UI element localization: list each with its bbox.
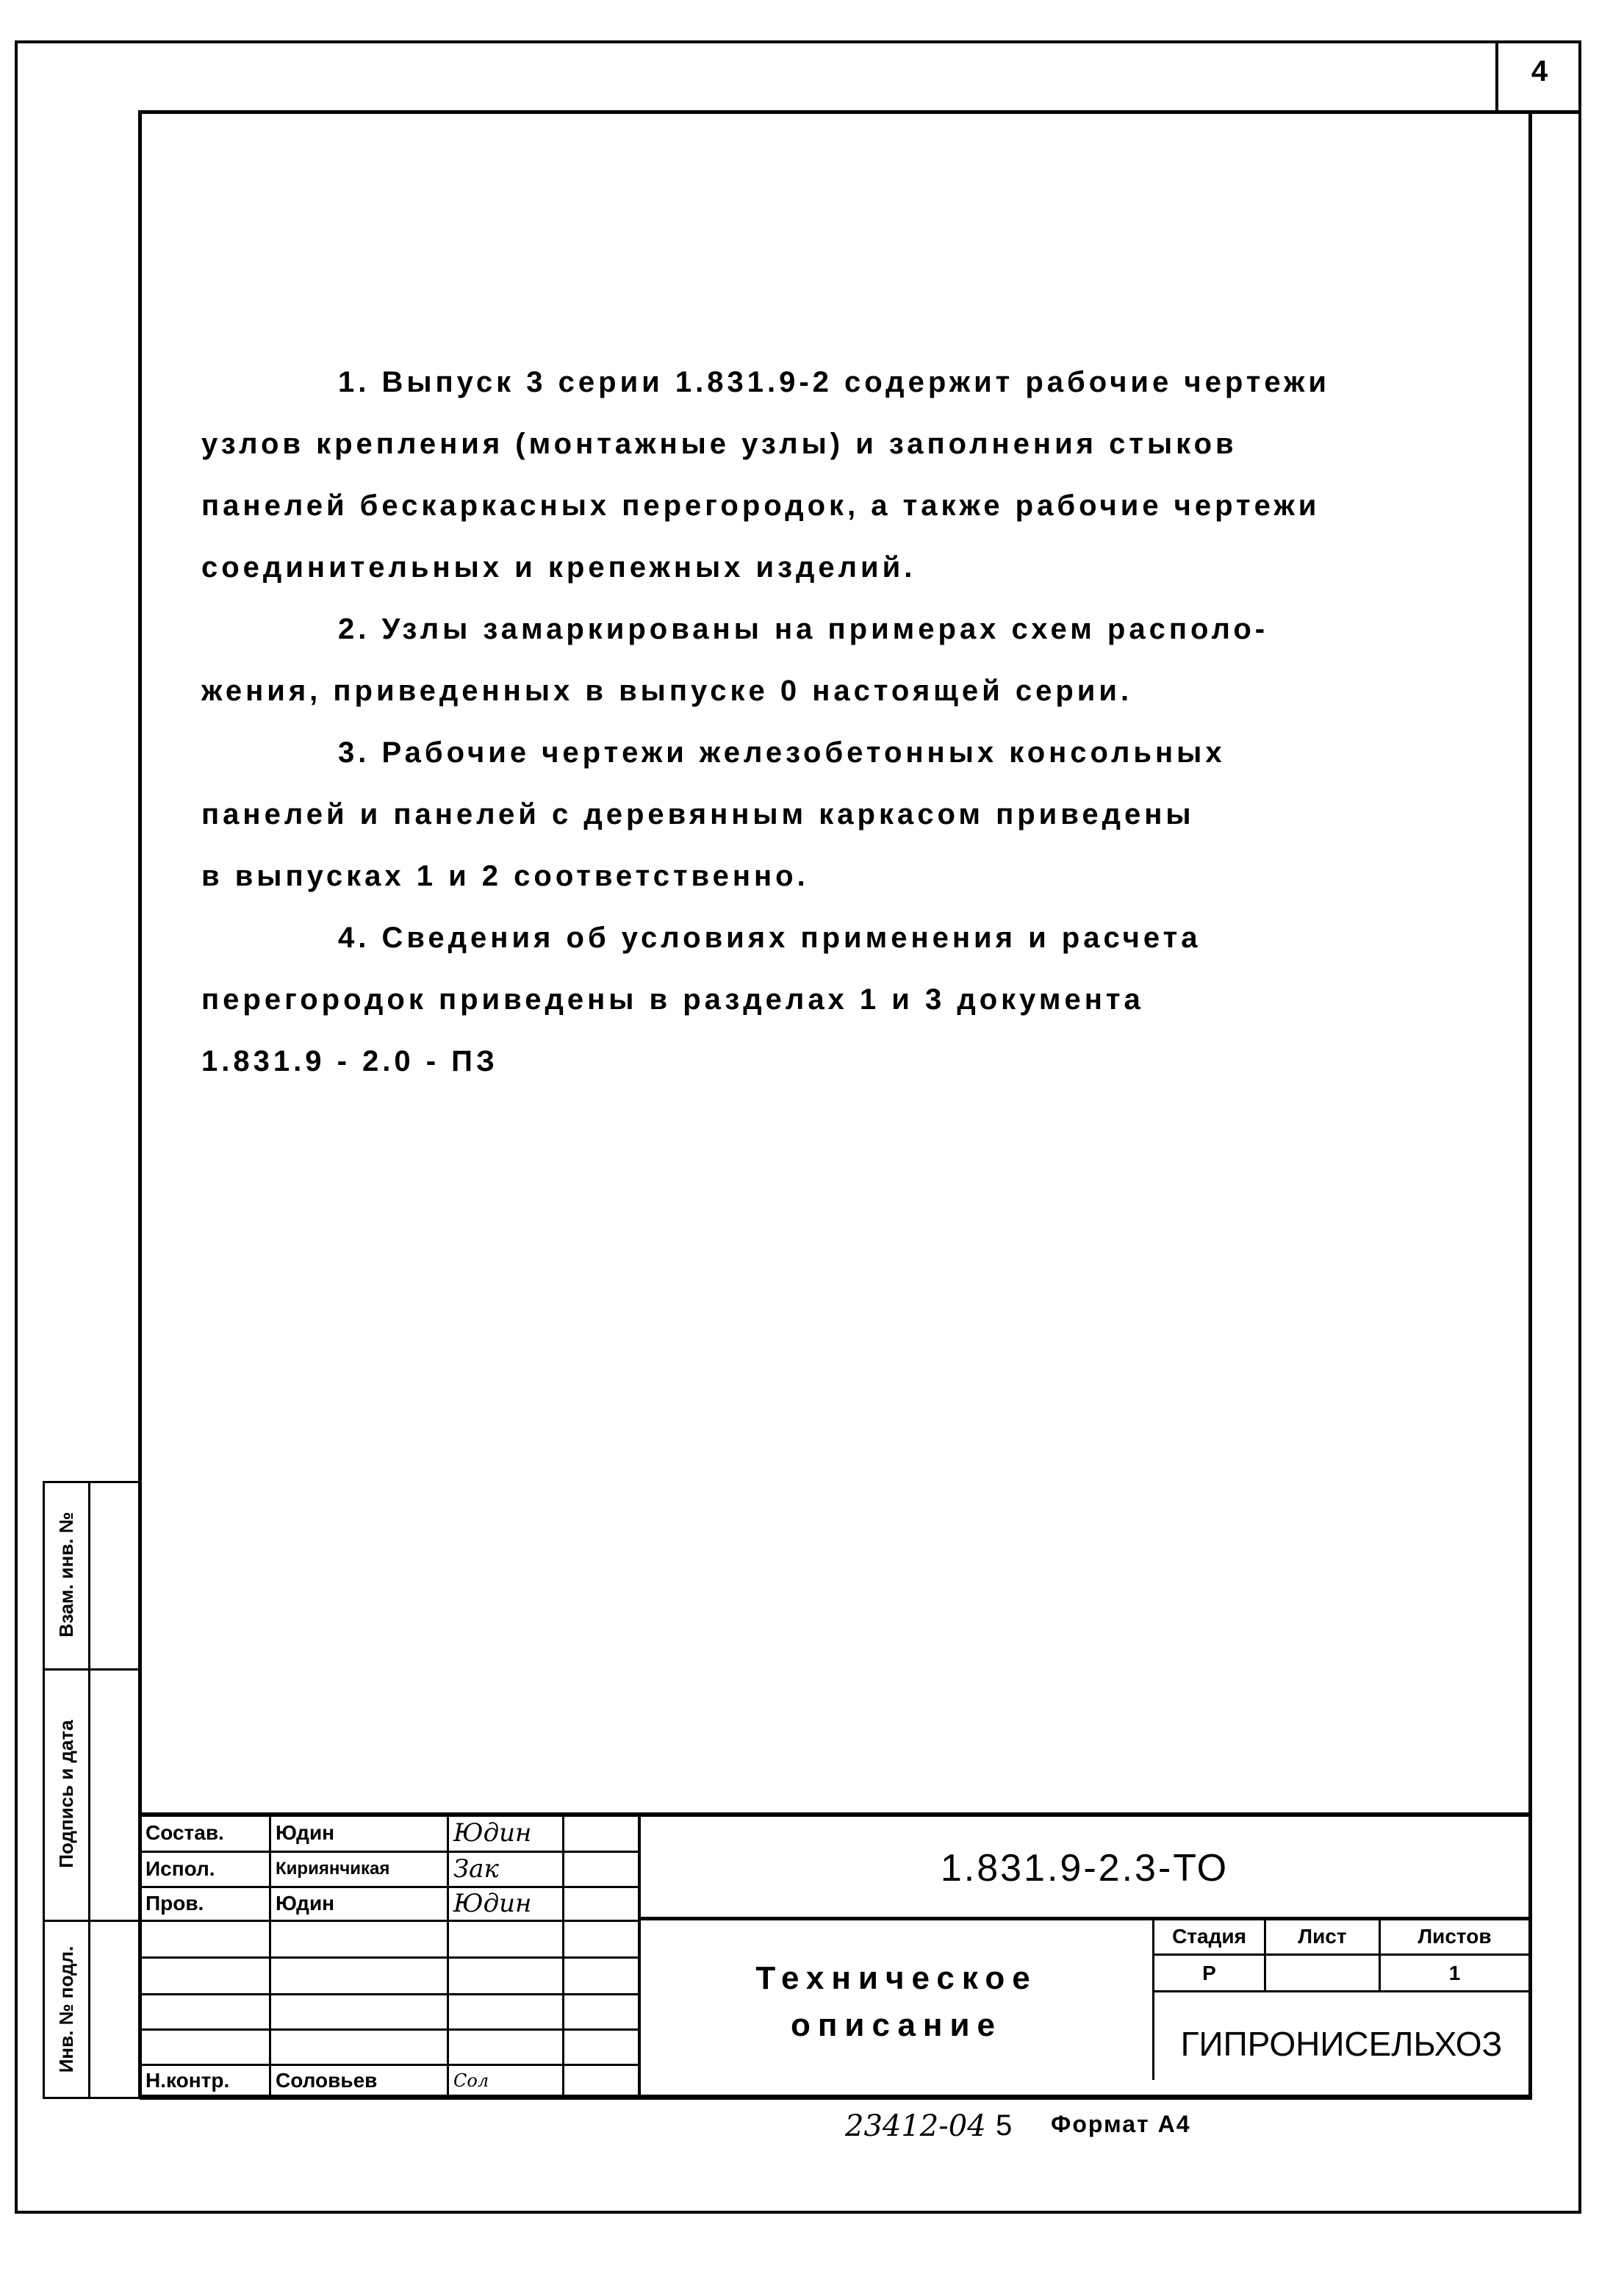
- body-text: [201, 351, 1495, 1092]
- tb-doc-title-line-2: описание: [790, 2007, 1003, 2043]
- tb-row-line: [140, 2028, 639, 2031]
- outer-border-left: [15, 40, 18, 2214]
- footer-copy-number: 5: [996, 2109, 1013, 2142]
- paragraph-2-line-1: 2. Узлы замаркированы на примерах схем располо-: [338, 613, 1269, 645]
- paragraph-3-line-2: панелей и панелей с деревянным каркасом приведены: [201, 798, 1195, 830]
- paragraph-2-line-2: жения, приведенных в выпуске 0 настоящей серии.: [201, 675, 1133, 707]
- side-stamp-podpis-data: Подпись и дата: [54, 1720, 77, 1868]
- paragraph-1-line-4: соединительных и крепежных изделий.: [201, 551, 916, 584]
- tb-stage-value: Р: [1202, 1961, 1216, 1984]
- tb-signature-executed: Зак: [453, 1854, 499, 1884]
- paragraph-1-line-3: панелей бескаркасных перегородок, а также рабочие чертежи: [201, 489, 1321, 522]
- footer-inventory-number: 23412-04: [845, 2109, 986, 2143]
- tb-name-norm-control: Соловьев: [276, 2069, 378, 2092]
- tb-stage-header: Стадия: [1172, 1925, 1246, 1948]
- tb-signature-norm-control: Сол: [453, 2070, 489, 2091]
- tb-sheet-header: Лист: [1298, 1925, 1347, 1948]
- tb-role-norm-control: Н.контр.: [145, 2069, 230, 2092]
- tb-name-compiled: Юдин: [276, 1821, 335, 1844]
- page-number-box-left: [1495, 40, 1498, 112]
- side-stamp-divider: [88, 1481, 90, 2099]
- tb-signature-checked: Юдин: [453, 1889, 532, 1918]
- tb-row-line: [140, 1956, 639, 1959]
- tb-row-line: [140, 1993, 639, 1995]
- tb-sheets-value: 1: [1448, 1961, 1461, 1984]
- tb-doc-title-line-1: Техническое: [755, 1960, 1038, 1996]
- side-stamp-vzam-inv: Взам. инв. №: [54, 1512, 77, 1637]
- paragraph-4-line-1: 4. Сведения об условиях применения и расчета: [338, 922, 1201, 954]
- outer-border-right: [1578, 40, 1581, 2214]
- tb-sheets-header: Листов: [1418, 1925, 1492, 1948]
- tb-role-compiled: Состав.: [145, 1821, 224, 1844]
- paragraph-4-line-2: перегородок приведены в разделах 1 и 3 документа: [201, 983, 1144, 1016]
- paragraph-3-line-1: 3. Рабочие чертежи железобетонных консольных: [338, 736, 1226, 769]
- tb-designation: 1.831.9-2.3-ТО: [940, 1847, 1229, 1890]
- tb-row-line: [140, 1920, 639, 1922]
- side-stamp-inv-podl: Инв. № подл.: [54, 1945, 77, 2073]
- frame-right: [1528, 110, 1532, 2099]
- paragraph-1-line-1: 1. Выпуск 3 серии 1.831.9-2 содержит рабочие чертежи: [338, 366, 1330, 398]
- tb-name-checked: Юдин: [276, 1892, 335, 1915]
- tb-organization: ГИПРОНИСЕЛЬХОЗ: [1180, 2024, 1503, 2063]
- footer-format: Формат А4: [1051, 2111, 1191, 2137]
- tb-name-executed: Кириянчикая: [276, 1859, 390, 1879]
- paragraph-4-line-3: 1.831.9 - 2.0 - ПЗ: [201, 1045, 498, 1077]
- tb-doc-title: [641, 1955, 1152, 2049]
- tb-sheet-value: [1266, 1956, 1379, 1990]
- page-number: 4: [1531, 55, 1548, 87]
- outer-border-bottom: [15, 2211, 1581, 2214]
- outer-border-top: [15, 40, 1581, 43]
- tb-col-line: [562, 1814, 564, 2097]
- tb-signature-compiled: Юдин: [453, 1818, 532, 1848]
- paragraph-1-line-2: узлов крепления (монтажные узлы) и заполнения стыков: [201, 428, 1237, 460]
- paragraph-3-line-3: в выпусках 1 и 2 соответственно.: [201, 860, 809, 892]
- frame-top: [140, 110, 1581, 114]
- tb-role-executed: Испол.: [145, 1857, 215, 1880]
- tb-role-checked: Пров.: [145, 1892, 204, 1915]
